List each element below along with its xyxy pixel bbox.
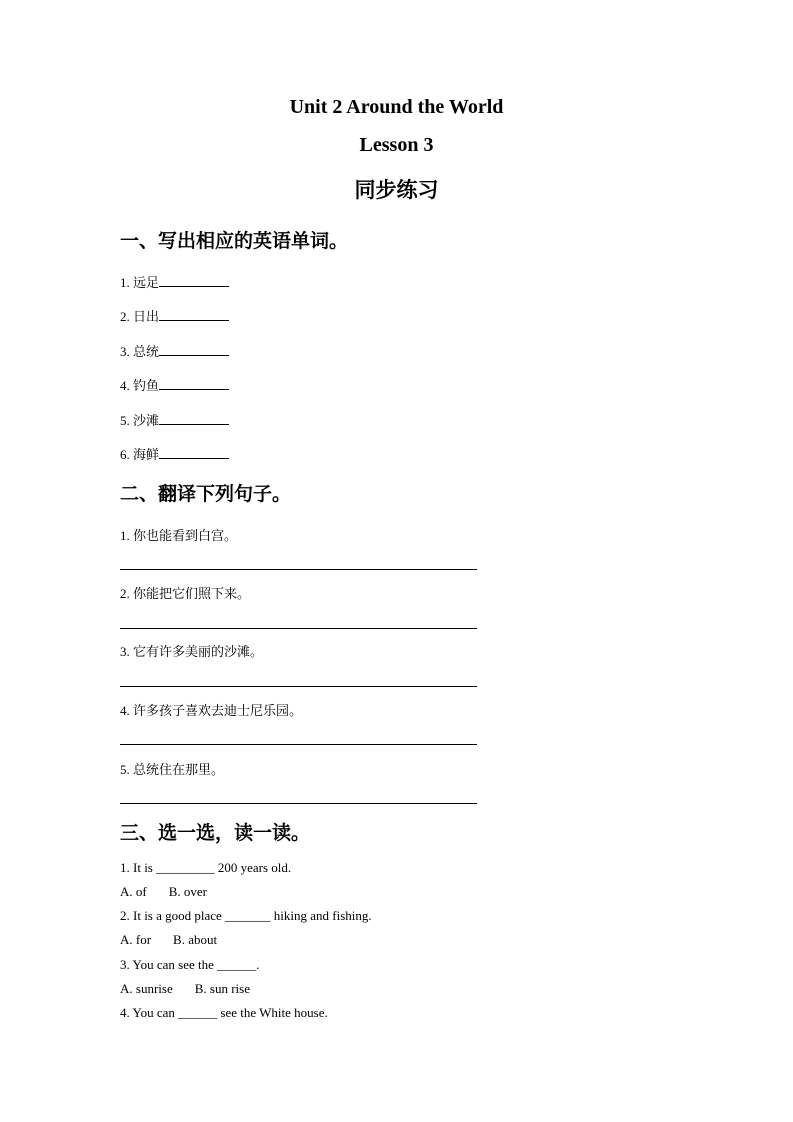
- item-sentence: 总统住在那里。: [133, 763, 225, 778]
- item-sentence: 许多孩子喜欢去迪士尼乐园。: [133, 704, 303, 719]
- item-word: 远足: [133, 276, 160, 291]
- answer-blank[interactable]: [159, 343, 229, 356]
- section3-heading: 三、选一选，读一读。: [120, 822, 311, 844]
- option-a[interactable]: A. of: [120, 884, 147, 899]
- option-a[interactable]: A. sunrise: [120, 981, 173, 996]
- section1-item-1: [120, 272, 229, 291]
- section1-item-2: [120, 306, 229, 325]
- section1-item-4: [120, 375, 229, 394]
- item-number: 2.: [120, 309, 130, 324]
- section1-heading: 一、写出相应的英语单词。: [120, 230, 349, 252]
- section2-item-4: [120, 700, 302, 719]
- worksheet-subtitle: 同步练习: [354, 178, 439, 202]
- item-sentence: 它有许多美丽的沙滩。: [133, 645, 264, 660]
- item-number: 5.: [120, 762, 130, 777]
- section2-item-1: [120, 525, 237, 544]
- answer-blank[interactable]: [159, 412, 229, 425]
- item-number: 6.: [120, 447, 130, 462]
- item-number: 1.: [120, 528, 130, 543]
- item-word: 海鲜: [133, 448, 160, 463]
- question-1: 1. It is _________ 200 years old.: [120, 860, 292, 875]
- question-3: 3. You can see the ______.: [120, 957, 260, 972]
- item-number: 4.: [120, 703, 130, 718]
- item-number: 1.: [120, 275, 130, 290]
- answer-line[interactable]: [120, 569, 477, 570]
- option-a[interactable]: A. for: [120, 932, 152, 947]
- options-3: [120, 981, 250, 997]
- unit-title: Unit 2 Around the World: [289, 96, 504, 118]
- answer-blank[interactable]: [159, 446, 229, 459]
- answer-blank[interactable]: [159, 274, 229, 287]
- item-number: 5.: [120, 413, 130, 428]
- section1-item-5: [120, 410, 229, 429]
- answer-line[interactable]: [120, 744, 477, 745]
- item-word: 钓鱼: [133, 379, 160, 394]
- item-sentence: 你也能看到白宫。: [133, 529, 238, 544]
- answer-line[interactable]: [120, 803, 477, 804]
- question-4: 4. You can ______ see the White house.: [120, 1005, 328, 1020]
- lesson-title: Lesson 3: [359, 134, 434, 156]
- option-b[interactable]: B. about: [173, 932, 218, 947]
- answer-blank[interactable]: [159, 377, 229, 390]
- question-2: 2. It is a good place _______ hiking and fishing.: [120, 908, 372, 923]
- answer-line[interactable]: [120, 686, 477, 687]
- item-word: 沙滩: [133, 414, 160, 429]
- section1-item-3: [120, 341, 229, 360]
- item-number: 3.: [120, 644, 130, 659]
- item-number: 4.: [120, 378, 130, 393]
- item-sentence: 你能把它们照下来。: [133, 587, 251, 602]
- item-number: 2.: [120, 586, 130, 601]
- option-b[interactable]: B. sun rise: [194, 981, 250, 996]
- item-word: 总统: [133, 345, 160, 360]
- section1-item-6: [120, 444, 229, 463]
- options-1: [120, 884, 207, 900]
- answer-line[interactable]: [120, 628, 477, 629]
- answer-blank[interactable]: [159, 308, 229, 321]
- option-b[interactable]: B. over: [168, 884, 207, 899]
- item-number: 3.: [120, 344, 130, 359]
- section2-item-5: [120, 759, 224, 778]
- section2-item-3: [120, 641, 263, 660]
- item-word: 日出: [133, 310, 160, 325]
- section2-heading: 二、翻译下列句子。: [120, 483, 292, 505]
- options-2: [120, 932, 217, 948]
- section2-item-2: [120, 583, 250, 602]
